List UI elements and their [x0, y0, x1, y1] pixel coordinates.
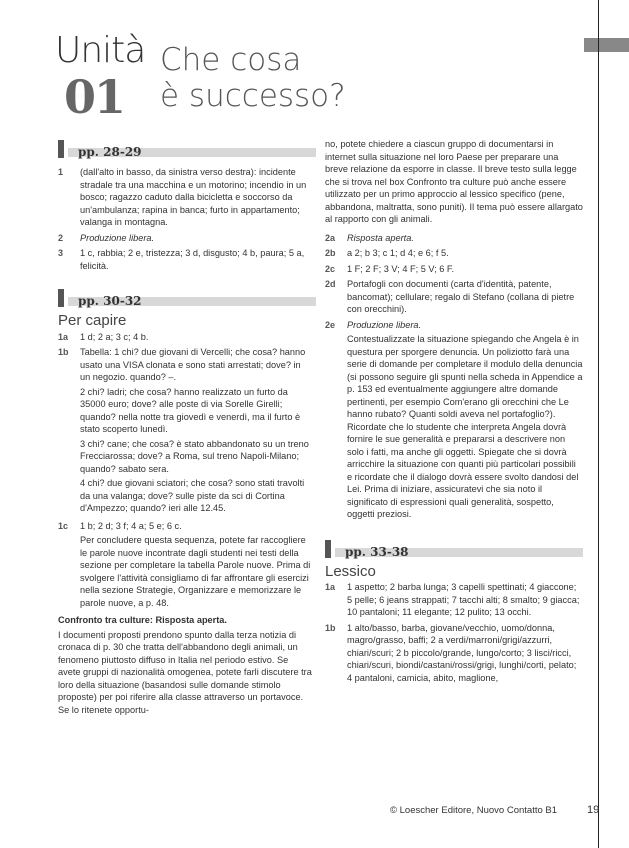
list-item: 2c 1 F; 2 F; 3 V; 4 F; 5 V; 6 F.: [325, 263, 455, 274]
title-line-1: Che cosa: [160, 42, 302, 78]
page-number: 19: [587, 804, 600, 816]
list-item: 2a Risposta aperta.: [325, 232, 414, 243]
list-item: 1b Tabella: 1 chi? due giovani di Vercelli; che cosa? hanno usato una VISA clonata e sono stati arrestati; dove? in un negozio. quando? –. 2 chi? ladri; che cosa? hanno realizzato un furto da 35000 euro; dove? alle poste di via Sorelle Girelli; quando? nella notte tra giovedì e venerdì, ma il furto è stato scoperto lunedì. 3 chi? cane; che cosa? è stato abbandonato su un treno Frecciarossa; dove? a Roma, sul treno Napoli-Milano; quando? sabato sera. 4 chi? due giovani sciatori; che cosa? sono stati travolti da una valanga; dove? sulle piste da sci di Cortina d'Ampezzo; quando? ieri alle 12.45.: [58, 347, 309, 513]
continued-text: no, potete chiedere a ciascun gruppo di documentarsi in internet sulla situazione nel loro Paese per preparare una breve relazione da esporre in classe. Il breve testo sulla legge che si trova nel box Confronto tra culture può anche essere utilizzato per un primo approccio al lessico specifico (pene, abbandona, maltratta, sono puniti). Il tema può essere allargato al rapporto con gli animali.: [325, 139, 583, 224]
section-header-pp-30-32: [58, 289, 313, 309]
section-pages: pp. 28-29: [78, 145, 142, 159]
left-column: [58, 140, 313, 718]
list-item: 1c 1 b; 2 d; 3 f; 4 a; 5 e; 6 c. Per concludere questa sequenza, potete far raccogliere le parole nuove incontrate dagli studenti nei testi della sezione per completare la tabella Parole nuove. Prima di svolgere l'attività consigliamo di far affrontare gli esercizi nella sezione Strategie, Organizzare e memorizzare le parole nuove, a p. 48.: [58, 520, 311, 608]
confronto-text: I documenti proposti prendono spunto dalla terza notizia di cronaca di p. 30 che tratta dell'abbandono degli animali, un fenomeno piuttosto diffuso in Italia nel periodo estivo. Se avete gruppi di nazionalità omogenea, potete farli discutere tra loro della situazione (basandosi sulle domande stimolo proposte) per poi riferire alla classe attraverso un portavoce. Se lo ritenete opportu-: [58, 629, 312, 715]
list-item: 3 1 c, rabbia; 2 e, tristezza; 3 d, disgusto; 4 b, paura; 5 a, felicità.: [58, 248, 305, 271]
confronto-heading: Confronto tra culture: Risposta aperta.: [58, 615, 227, 625]
right-column: [325, 138, 583, 687]
list-item: 1 (dall'alto in basso, da sinistra verso destra): incidente stradale tra una macchina e un motorino; incendio in un bosco; ragazzo caduto dalla bicicletta e soccorso da un'ambulanza; rapina in banca; furto in appartamento; valanga in montagna.: [58, 167, 307, 227]
unit-number: 01: [64, 70, 125, 124]
publisher-credit: © Loescher Editore, Nuovo Contatto B1: [390, 805, 558, 816]
list-item: 1a 1 d; 2 a; 3 c; 4 b.: [58, 331, 149, 342]
title-line-2: è successo?: [160, 78, 346, 114]
page-edge-rule: [598, 0, 599, 848]
section-header-pp-33-38: [325, 540, 583, 560]
list-item: 1b 1 alto/basso, barba, giovane/vecchio, uomo/donna, magro/grasso, baffi; 2 a verdi/marroni/grigi/azzurri, chiari/scuri; 2 b piccolo/grande, lungo/corto; 3 lisci/ricci, chiari/scuri, biondi/castani/rossi/grigi, lunghi/corti, pelato; 4 pantaloni, camicia, abito, maglione,: [325, 622, 577, 683]
section-header-pp-28-29: [58, 140, 313, 160]
section-pages: pp. 33-38: [345, 544, 409, 559]
list-item: 1a 1 aspetto; 2 barba lunga; 3 capelli spettinati; 4 giaccone; 5 pelle; 6 jeans strappati; 7 tacchi alti; 8 smalto; 9 giacca; 10 pantaloni; 11 elegante; 12 pulito; 13 occhi.: [325, 582, 580, 617]
list-item: 2 Produzione libera.: [58, 232, 155, 243]
unit-label: Unità: [55, 30, 146, 71]
subsection-title: Per capire: [58, 312, 127, 329]
subsection-title: Lessico: [325, 562, 376, 580]
side-tab-marker: [584, 38, 629, 52]
list-item: 2e Produzione libera. Contestualizzate la situazione spiegando che Angela è in questura per sporgere denuncia. Un poliziotto farà una serie di domande per completare il modulo della denuncia (si possono seguire gli spunti nella scheda in Appendice a p. 153 ed eventualmente aggiungere altre domande pertinenti, per esempio Com'erano gli orecchini che Le hanno rubato? Quanti soldi aveva nel portafoglio?). Ricordate che lo studente che interpreta Angela dovrà fornire le sue generalità e prepararsi a descrivere non solo i fatti, ma anche gli oggetti. Spiegate che si dovrà arricchire la situazione con quanti più particolari possibili e ricordate che il dialogo dovrà essere svolto dandosi del Lei. Prima di iniziare, assicuratevi che sia noto il significato di espressioni quali generalità, sospetto, oggetti preziosi.: [325, 319, 583, 519]
list-item: 2b a 2; b 3; c 1; d 4; e 6; f 5.: [325, 248, 449, 258]
section-pages: pp. 30-32: [78, 294, 142, 308]
list-item: 2d Portafogli con documenti (carta d'identità, patente, bancomat); cellulare; regalo di Stefano (collana di pietre con orecchini).: [325, 279, 575, 314]
page-title: [160, 42, 346, 114]
